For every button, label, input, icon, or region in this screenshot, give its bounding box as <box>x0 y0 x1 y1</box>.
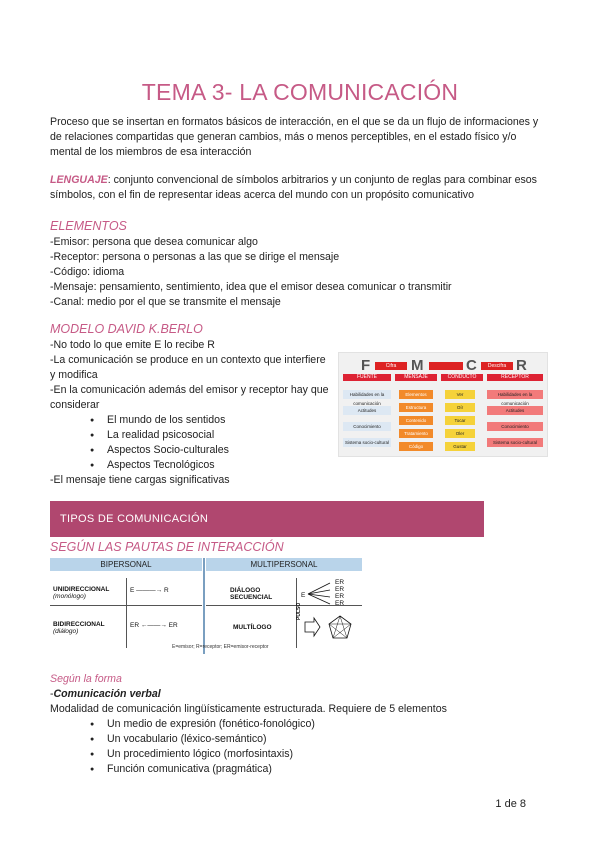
list-item: ● Un vocabulario (léxico-semántico) <box>107 732 550 747</box>
tipos-banner: TIPOS DE COMUNICACIÓN <box>50 501 484 537</box>
berlo-header: MENSAJE <box>395 374 437 381</box>
elementos-section <box>50 218 550 310</box>
forma-subheading-prefix: - <box>50 688 54 700</box>
intro-paragraph <box>50 115 550 160</box>
pulso-label: PULSO <box>296 602 302 620</box>
diagram-legend: E=emisor; R=receptor; ER=emisor-receptor <box>172 644 269 650</box>
forma-bullets <box>50 717 550 777</box>
berlo-arrow-cifra: Cifra <box>375 362 407 370</box>
dialogo-secuencial-label: DIÁLOGO SECUENCIAL <box>230 587 273 601</box>
elementos-item: -Mensaje: pensamiento, sentimiento, idea que el emisor desea comunicar o transmitir <box>50 281 452 293</box>
flow-seq-receiver: ER <box>335 586 345 593</box>
berlo-header: CONDUCTO <box>441 374 483 381</box>
flow-seq-emitter: E <box>301 592 306 599</box>
berlo-message-cell: Estructura <box>399 403 433 412</box>
elementos-item: -Código: idioma <box>50 266 125 278</box>
bipersonal-header: BIPERSONAL <box>50 558 202 571</box>
list-item: ● Un procedimiento lógico (morfosintaxis) <box>107 747 550 762</box>
berlo-letter-m: M <box>411 357 424 374</box>
multilogo-label: MULTÍLOGO <box>233 624 272 631</box>
pautas-section <box>50 539 550 556</box>
elementos-item: -Emisor: persona que desea comunicar algo <box>50 236 258 248</box>
berlo-letter-c: C <box>466 357 477 374</box>
flow-unidireccional: E ———→ R <box>130 587 169 594</box>
monologo-label: (monólogo) <box>53 593 86 600</box>
forma-heading: Según la forma <box>50 673 122 685</box>
multipersonal-header: MULTIPERSONAL <box>206 558 362 571</box>
list-item: ● Aspectos Tecnológicos <box>107 458 330 473</box>
list-item: ● La realidad psicosocial <box>107 428 330 443</box>
berlo-receiver-cell: Actitudes <box>487 406 543 415</box>
modelo-line: -La comunicación se produce en un contexto que interfiere y modifica <box>50 354 326 381</box>
flow-bidireccional: ER ←——→ ER <box>130 622 178 629</box>
berlo-header: RECEPTOR <box>487 374 543 381</box>
forma-subheading: Comunicación verbal <box>53 688 161 700</box>
berlo-receiver-cell: Habilidades en la comunicación <box>487 390 543 399</box>
berlo-message-cell: Elementos <box>399 390 433 399</box>
berlo-channel-cell: Ver <box>445 390 475 399</box>
modelo-line: -En la comunicación además del emisor y receptor hay que considerar <box>50 384 329 411</box>
modelo-closing: -El mensaje tiene cargas significativas <box>50 474 230 486</box>
pautas-heading: SEGÚN LAS PAUTAS DE INTERACCIÓN <box>50 540 284 554</box>
sequential-arrows-icon <box>308 580 334 608</box>
elementos-item: -Receptor: persona o personas a las que se dirige el mensaje <box>50 251 340 263</box>
berlo-letter-r: R <box>516 357 527 374</box>
intro-text: Proceso que se insertan en formatos básicos de interacción, en el que se da un flujo de informaciones y de relaciones compartidas que generan cambios, más o menos perceptibles, en el estado físico y/o mental de los miembros de esa interacción <box>50 116 539 158</box>
berlo-source-cell: Actitudes <box>343 406 391 415</box>
berlo-arrow-descifra: Descifra <box>481 362 513 370</box>
berlo-receiver-cell: Conocimiento <box>487 422 543 431</box>
page-title: TEMA 3- LA COMUNICACIÓN <box>141 79 459 106</box>
dialogo-label: (diálogo) <box>53 628 79 635</box>
berlo-message-cell: Contenido <box>399 416 433 425</box>
flow-seq-receiver: ER <box>335 579 345 586</box>
unidireccional-label: UNIDIRECCIONAL <box>53 586 110 593</box>
modelo-section <box>50 321 330 488</box>
divider <box>126 578 127 648</box>
berlo-source-cell: Sistema socio-cultural <box>344 440 389 445</box>
list-item: ● Un medio de expresión (fonético-fonológico) <box>107 717 550 732</box>
page-number: 1 de 8 <box>495 798 526 810</box>
modelo-line: -No todo lo que emite E lo recibe R <box>50 339 215 351</box>
berlo-channel-cell: Oler <box>445 429 475 438</box>
divider <box>203 558 205 654</box>
lenguaje-term: LENGUAJE <box>50 174 108 186</box>
multilogo-pentagon-icon <box>304 614 356 642</box>
berlo-model-diagram <box>338 352 548 457</box>
berlo-receiver-cell: Sistema socio-cultural <box>487 438 543 447</box>
berlo-channel-cell: Gustar <box>445 442 475 451</box>
elementos-item: -Canal: medio por el que se transmite el mensaje <box>50 296 281 308</box>
elementos-heading: ELEMENTOS <box>50 219 127 233</box>
forma-section <box>50 672 550 777</box>
berlo-source-cell: Conocimiento <box>343 422 391 431</box>
berlo-channel-cell: Oír <box>445 403 475 412</box>
berlo-message-cell: Tratamiento <box>399 429 433 438</box>
forma-description: Modalidad de comunicación lingüísticamente estructurada. Requiere de 5 elementos <box>50 703 447 715</box>
berlo-header: FUENTE <box>343 374 391 381</box>
berlo-arrow-middle <box>429 362 463 370</box>
list-item: ● Aspectos Socio-culturales <box>107 443 330 458</box>
berlo-letter-f: F <box>361 357 371 374</box>
interaction-diagram <box>50 558 362 654</box>
list-item: ● Función comunicativa (pragmática) <box>107 762 550 777</box>
flow-seq-receiver: ER <box>335 600 345 607</box>
bidireccional-label: BIDIRECCIONAL <box>53 621 105 628</box>
lenguaje-paragraph <box>50 173 550 203</box>
berlo-channel-cell: Tocar <box>445 416 475 425</box>
lenguaje-definition: : conjunto convencional de símbolos arbitrarios y un conjunto de reglas para combinar esos símbolos, con el fin de representar ideas acerca del mundo con un propósito comunicativo <box>50 174 537 201</box>
modelo-bullets <box>50 413 330 473</box>
berlo-source-cell: Habilidades en la comunicación <box>343 390 391 399</box>
list-item: ● El mundo de los sentidos <box>107 413 330 428</box>
flow-seq-receiver: ER <box>335 593 345 600</box>
berlo-message-cell: Código <box>399 442 433 451</box>
modelo-heading: MODELO DAVID K.BERLO <box>50 322 203 336</box>
